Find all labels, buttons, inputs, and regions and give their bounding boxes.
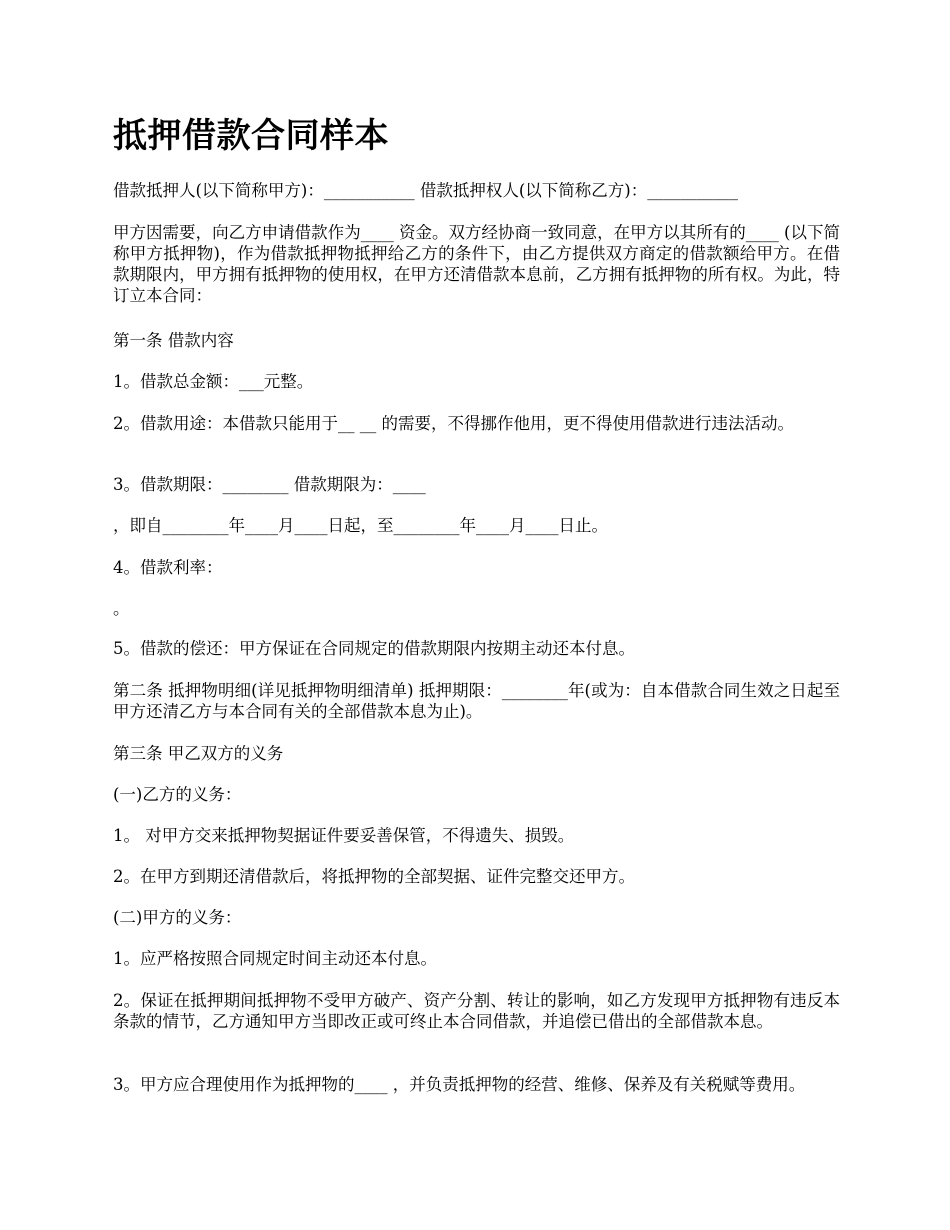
clause-1-5: 5。借款的偿还：甲方保证在合同规定的借款期限内按期主动还本付息。 [113, 639, 635, 658]
clause-1-3-period: ，即自________年____月____日起，至________年____月____日止。 [113, 516, 608, 535]
party-a-obligations-heading: (二)甲方的义务： [113, 908, 242, 927]
clause-1-4-rate: 。 [113, 599, 130, 618]
clause-1-4: 4。借款利率： [113, 558, 223, 577]
clause-1-1: 1。借款总金额：___元整。 [113, 372, 314, 391]
article-3-heading: 第三条 甲乙双方的义务 [113, 744, 284, 763]
party-b-obligations-heading: (一)乙方的义务： [113, 785, 242, 804]
document-title: 抵押借款合同样本 [113, 116, 389, 156]
parties-line: 借款抵押人(以下简称甲方)：___________ 借款抵押权人(以下简称乙方)：___________ [113, 181, 738, 200]
clause-3-b-2: 2。在甲方到期还清借款后，将抵押物的全部契据、证件完整交还甲方。 [113, 867, 635, 886]
article-1-heading: 第一条 借款内容 [113, 331, 234, 350]
article-2-paragraph: 第二条 抵押物明细(详见抵押物明细清单) 抵押期限：________年(或为：自本借款合同生效之日起至甲方还清乙方与本合同有关的全部借款本息为止)。 [113, 681, 840, 721]
clause-3-b-1: 1。 对甲方交来抵押物契据证件要妥善保管，不得遗失、损毁。 [113, 826, 575, 845]
preamble-paragraph: 甲方因需要，向乙方申请借款作为____ 资金。双方经协商一致同意，在甲方以其所有的____ (以下简称甲方抵押物)，作为借款抵押物抵押给乙方的条件下，由乙方提供双方商定的借款额给甲方。在借款期限内，甲方拥有抵押物的使用权，在甲方还清借款本息前，乙方拥有抵押物的所有权。为此，特订立本合同： [113, 223, 840, 305]
clause-3-a-3: 3。甲方应合理使用作为抵押物的____ ，并负责抵押物的经营、维修、保养及有关税赋等费用。 [113, 1075, 806, 1094]
clause-1-2: 2。借款用途：本借款只能用于__ __ 的需要，不得挪作他用，更不得使用借款进行违法活动。 [113, 414, 794, 433]
clause-3-a-1: 1。应严格按照合同规定时间主动还本付息。 [113, 949, 437, 968]
clause-1-3: 3。借款期限：________ 借款期限为：____ [113, 475, 426, 494]
clause-3-a-2: 2。保证在抵押期间抵押物不受甲方破产、资产分割、转让的影响，如乙方发现甲方抵押物有违反本条款的情节，乙方通知甲方当即改正或可终止本合同借款，并追偿已借出的全部借款本息。 [113, 991, 840, 1031]
